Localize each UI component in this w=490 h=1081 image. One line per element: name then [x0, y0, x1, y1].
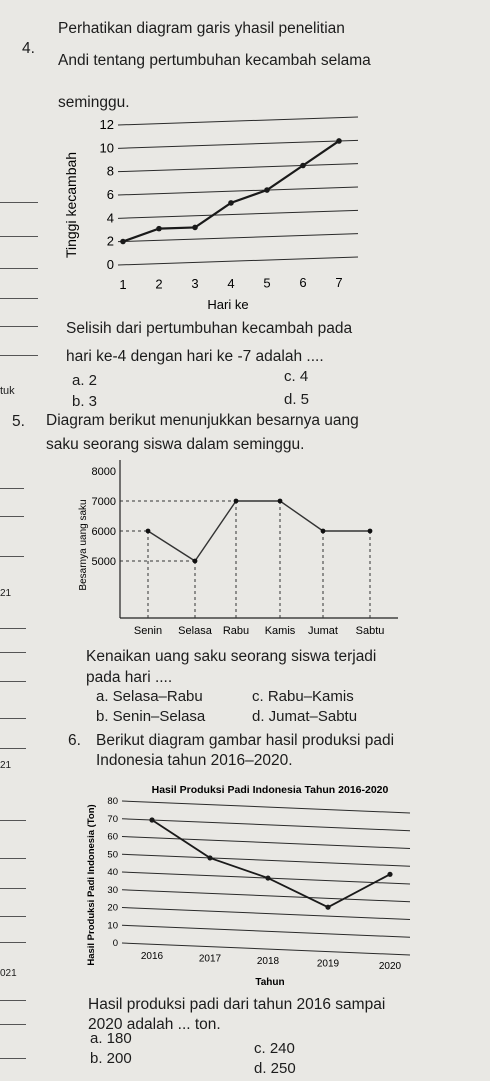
y-tick-label: 10 — [107, 920, 118, 932]
x-tick-label: 2019 — [316, 958, 340, 970]
question-text: Selisih dari pertumbuhan kecambah pada — [66, 320, 353, 337]
x-tick-label: 2018 — [256, 956, 280, 967]
y-tick-label: 2 — [106, 233, 114, 249]
y-tick-label: 6000 — [91, 526, 116, 538]
question-text: Diagram berikut menunjukkan besarnya uang — [46, 412, 359, 429]
data-point — [325, 905, 330, 910]
option-b[interactable]: b. Senin–Selasa — [96, 708, 206, 725]
data-point — [234, 499, 239, 504]
data-point — [192, 225, 198, 231]
data-point — [368, 529, 373, 534]
data-point — [300, 163, 306, 169]
gridline — [118, 257, 358, 265]
x-tick-label: Sabtu — [355, 625, 385, 637]
x-tick-label: 2017 — [198, 953, 222, 965]
data-point — [228, 200, 234, 206]
gridline — [118, 234, 358, 242]
gridline — [118, 140, 358, 148]
y-tick-label: 80 — [107, 796, 118, 807]
margin-fragment: 21 — [0, 588, 12, 599]
question-text: 2020 adalah ... ton. — [88, 1016, 221, 1033]
chart-title: Hasil Produksi Padi Indonesia Tahun 2016-2020 — [151, 784, 389, 796]
margin-fragment: tuk — [0, 385, 15, 397]
x-tick-label: Kamis — [264, 625, 296, 637]
gridline — [122, 943, 410, 955]
x-tick-label: 2020 — [378, 961, 402, 972]
option-a[interactable]: a. Selasa–Rabu — [96, 688, 203, 705]
y-tick-label: 40 — [107, 867, 118, 878]
y-tick-label: 0 — [106, 257, 114, 272]
gridline — [118, 117, 358, 125]
y-tick-label: 50 — [107, 849, 118, 861]
data-point — [265, 875, 270, 880]
data-point — [156, 226, 162, 232]
x-axis-label: Tahun — [255, 977, 285, 988]
x-tick-label: 4 — [227, 275, 235, 291]
y-axis-label: Tinggi kecambah — [63, 151, 79, 259]
question-text: Kenaikan uang saku seorang siswa terjadi — [86, 648, 377, 665]
data-point — [336, 138, 342, 144]
x-tick-label: Rabu — [222, 625, 250, 637]
x-tick-label: 7 — [335, 274, 343, 290]
x-tick-label: 2 — [155, 276, 163, 292]
x-tick-label: 1 — [119, 276, 127, 292]
gridline — [122, 925, 410, 937]
y-tick-label: 20 — [107, 902, 118, 914]
option-b[interactable]: b. 200 — [90, 1050, 132, 1067]
option-a[interactable]: a. 2 — [72, 372, 98, 389]
question-text: seminggu. — [58, 94, 130, 111]
x-tick-label: 3 — [191, 276, 199, 292]
y-axis-label: Besarnya uang saku — [78, 499, 89, 591]
margin-fragment: 021 — [0, 968, 17, 979]
question-number: 5. — [12, 413, 25, 430]
option-a[interactable]: a. 180 — [90, 1030, 132, 1047]
gridline — [118, 187, 358, 195]
option-c[interactable]: c. Rabu–Kamis — [252, 688, 354, 705]
y-tick-label: 8 — [106, 163, 114, 179]
y-tick-label: 8000 — [91, 466, 116, 478]
gridline — [118, 164, 358, 172]
y-tick-label: 5000 — [91, 556, 116, 568]
y-tick-label: 70 — [107, 813, 118, 825]
x-axis-label: Hari ke — [207, 297, 249, 312]
option-c[interactable]: c. 4 — [284, 368, 309, 385]
y-tick-label: 30 — [107, 884, 118, 896]
y-tick-label: 10 — [99, 140, 114, 156]
gridline — [122, 837, 410, 849]
question-text: saku seorang siswa dalam seminggu. — [46, 436, 305, 453]
option-b[interactable]: b. 3 — [72, 393, 98, 410]
x-tick-label: Selasa — [178, 625, 212, 637]
option-c[interactable]: c. 240 — [254, 1040, 295, 1057]
option-d[interactable]: d. 5 — [284, 391, 310, 408]
gridline — [122, 801, 410, 813]
y-tick-label: 4 — [106, 210, 114, 226]
question-number: 4. — [22, 40, 35, 57]
y-tick-label: 6 — [106, 187, 114, 202]
data-point — [278, 499, 283, 504]
y-tick-label: 12 — [99, 117, 114, 132]
data-point — [146, 529, 151, 534]
x-tick-label: Senin — [133, 625, 163, 637]
gridline — [122, 908, 410, 920]
question-text: Hasil produksi padi dari tahun 2016 sampai — [88, 996, 386, 1013]
gridline — [122, 854, 410, 866]
x-tick-label: 6 — [299, 275, 307, 291]
y-tick-label: 7000 — [91, 496, 116, 508]
margin-fragment: 21 — [0, 760, 12, 771]
data-point — [149, 817, 154, 822]
data-point — [321, 529, 326, 534]
question-text: pada hari .... — [86, 669, 173, 686]
option-d[interactable]: d. 250 — [254, 1060, 296, 1077]
question-text: hari ke-4 dengan hari ke -7 adalah .... — [66, 348, 324, 365]
y-tick-label: 60 — [107, 831, 118, 843]
gridline — [122, 890, 410, 902]
data-point — [264, 187, 270, 193]
data-point — [207, 855, 212, 860]
rice-production-chart — [80, 775, 415, 990]
pocket-money-chart — [58, 455, 408, 640]
gridline — [118, 210, 358, 218]
data-point — [193, 559, 198, 564]
x-tick-label: 2016 — [140, 951, 164, 962]
question-text: Berikut diagram gambar hasil produksi padi — [96, 732, 395, 749]
y-tick-label: 0 — [112, 938, 118, 949]
y-axis-label: Hasil Produksi Padi Indonesia (Ton) — [86, 804, 97, 966]
question-text: Perhatikan diagram garis yhasil penelitian — [58, 20, 345, 37]
option-d[interactable]: d. Jumat–Sabtu — [252, 708, 358, 725]
series-line — [148, 501, 370, 561]
question-text: Indonesia tahun 2016–2020. — [96, 752, 293, 769]
x-tick-label: Jumat — [308, 625, 338, 637]
data-point — [387, 872, 392, 877]
x-tick-label: 5 — [263, 275, 271, 291]
data-point — [120, 239, 126, 245]
question-number: 6. — [68, 732, 81, 749]
growth-line-chart — [58, 105, 368, 315]
question-text: Andi tentang pertumbuhan kecambah selama — [58, 52, 371, 69]
